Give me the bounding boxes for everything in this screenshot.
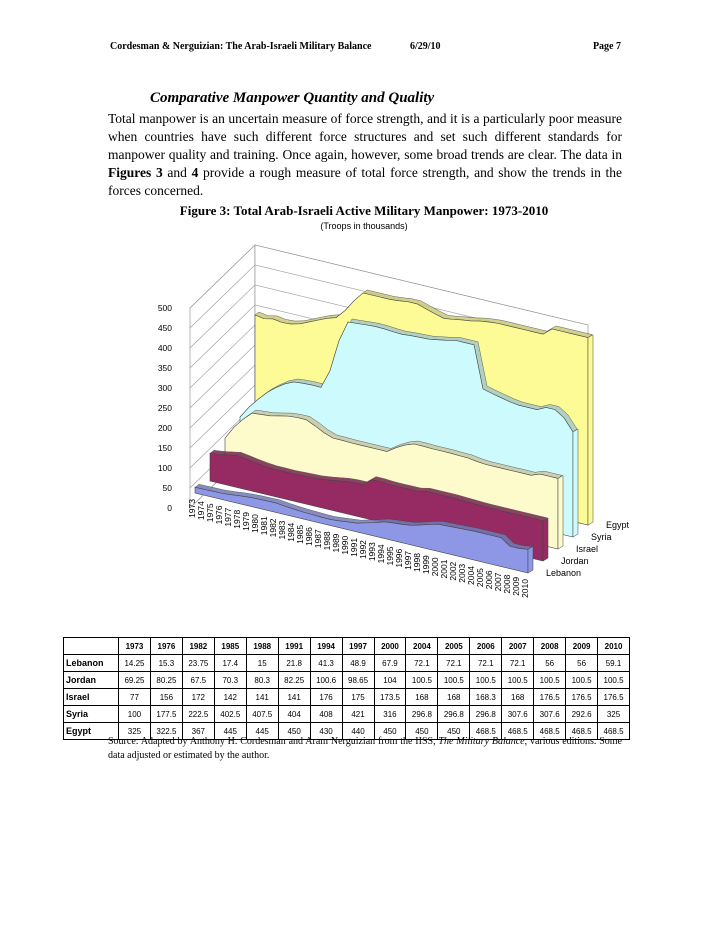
table-cell: 445 bbox=[246, 723, 278, 740]
data-table bbox=[63, 637, 630, 740]
table-cell: 100.6 bbox=[310, 672, 342, 689]
table-cell: 168.3 bbox=[470, 689, 502, 706]
x-tick-label: 1997 bbox=[403, 550, 413, 570]
x-tick-label: 1998 bbox=[412, 553, 422, 572]
table-cell: 72.1 bbox=[502, 655, 534, 672]
table-cell: 80.3 bbox=[246, 672, 278, 689]
table-year-cell: 1997 bbox=[342, 638, 374, 655]
x-tick-label: 2002 bbox=[448, 561, 458, 581]
legend-label-jordan: Jordan bbox=[561, 556, 589, 566]
table-cell: 100.5 bbox=[598, 672, 630, 689]
source-publication: The Military Balance bbox=[438, 736, 525, 747]
table-year-cell: 1985 bbox=[214, 638, 246, 655]
table-row-label: Israel bbox=[64, 689, 119, 706]
x-tick-label: 2008 bbox=[502, 574, 512, 594]
table-cell: 176.5 bbox=[534, 689, 566, 706]
y-tick-label: 100 bbox=[157, 463, 172, 473]
table-cell: 100.5 bbox=[438, 672, 470, 689]
x-tick-label: 2001 bbox=[439, 559, 449, 579]
x-tick-label: 1987 bbox=[313, 529, 323, 549]
table-cell: 69.25 bbox=[119, 672, 151, 689]
x-tick-label: 1978 bbox=[232, 509, 242, 529]
table-cell: 421 bbox=[342, 706, 374, 723]
table-cell: 67.5 bbox=[182, 672, 214, 689]
table-body bbox=[64, 655, 630, 740]
table-cell: 468.5 bbox=[470, 723, 502, 740]
table-cell: 23.75 bbox=[182, 655, 214, 672]
x-tick-label: 1985 bbox=[295, 524, 305, 544]
table-cell: 173.5 bbox=[374, 689, 406, 706]
y-tick-label: 0 bbox=[167, 503, 172, 513]
table-cell: 450 bbox=[438, 723, 470, 740]
table-cell: 430 bbox=[310, 723, 342, 740]
x-tick-label: 1994 bbox=[376, 544, 386, 564]
figure-subtitle: (Troops in thousands) bbox=[320, 221, 408, 231]
table-cell: 98.65 bbox=[342, 672, 374, 689]
table-cell: 67.9 bbox=[374, 655, 406, 672]
table-cell: 15 bbox=[246, 655, 278, 672]
header-date: 6/29/10 bbox=[410, 41, 441, 52]
table-cell: 70.3 bbox=[214, 672, 246, 689]
table-cell: 56 bbox=[566, 655, 598, 672]
x-tick-label: 1992 bbox=[358, 540, 368, 560]
table-cell: 141 bbox=[246, 689, 278, 706]
table-year-cell: 2006 bbox=[470, 638, 502, 655]
table-row-label: Syria bbox=[64, 706, 119, 723]
table-cell: 407.5 bbox=[246, 706, 278, 723]
table-cell: 450 bbox=[374, 723, 406, 740]
x-tick-label: 1996 bbox=[394, 548, 404, 568]
table-cell: 468.5 bbox=[566, 723, 598, 740]
legend-label-israel: Israel bbox=[576, 544, 599, 554]
table-cell: 156 bbox=[150, 689, 182, 706]
table-cell: 222.5 bbox=[182, 706, 214, 723]
x-tick-label: 1980 bbox=[250, 514, 260, 534]
series-end-israel bbox=[558, 475, 563, 549]
x-tick-label: 1995 bbox=[385, 546, 395, 566]
x-tick-label: 1989 bbox=[331, 533, 341, 553]
y-tick-label: 300 bbox=[157, 383, 172, 393]
table-cell: 80.25 bbox=[150, 672, 182, 689]
table-cell: 100 bbox=[119, 706, 151, 723]
section-heading: Comparative Manpower Quantity and Quality bbox=[150, 90, 435, 106]
table-cell: 168 bbox=[502, 689, 534, 706]
table-year-cell: 2007 bbox=[502, 638, 534, 655]
table-cell: 296.8 bbox=[406, 706, 438, 723]
table-cell: 141 bbox=[278, 689, 310, 706]
source-text-1: Source: Adapted by Anthony H. Cordesman and Aram Nerguizian from the IISS, bbox=[108, 736, 439, 747]
x-tick-label: 1979 bbox=[241, 511, 251, 531]
table-year-cell: 1982 bbox=[182, 638, 214, 655]
table-cell: 100.5 bbox=[470, 672, 502, 689]
table-cell: 41.3 bbox=[310, 655, 342, 672]
table-row-label: Lebanon bbox=[64, 655, 119, 672]
table-cell: 468.5 bbox=[534, 723, 566, 740]
legend-label-egypt: Egypt bbox=[606, 520, 630, 530]
y-tick-label: 400 bbox=[157, 343, 172, 353]
table-cell: 48.9 bbox=[342, 655, 374, 672]
table-cell: 168 bbox=[438, 689, 470, 706]
x-tick-label: 1993 bbox=[367, 542, 377, 562]
table-cell: 450 bbox=[278, 723, 310, 740]
table-cell: 292.6 bbox=[566, 706, 598, 723]
y-tick-label: 200 bbox=[157, 423, 172, 433]
table-cell: 404 bbox=[278, 706, 310, 723]
table-cell: 82.25 bbox=[278, 672, 310, 689]
para-bold-2: 4 bbox=[191, 165, 199, 180]
table-cell: 100.5 bbox=[406, 672, 438, 689]
table-cell: 14.25 bbox=[119, 655, 151, 672]
table-cell: 104 bbox=[374, 672, 406, 689]
body-paragraph bbox=[108, 110, 622, 200]
x-tick-label: 1984 bbox=[286, 522, 296, 542]
table-cell: 316 bbox=[374, 706, 406, 723]
x-tick-label: 2010 bbox=[520, 579, 530, 598]
x-tick-label: 1982 bbox=[268, 518, 278, 538]
table-cell: 408 bbox=[310, 706, 342, 723]
table-cell: 322.5 bbox=[150, 723, 182, 740]
table-cell: 440 bbox=[342, 723, 374, 740]
table-row bbox=[64, 655, 630, 672]
table-row-label: Egypt bbox=[64, 723, 119, 740]
table-year-cell: 2008 bbox=[534, 638, 566, 655]
para-text-2: and bbox=[162, 165, 192, 180]
table-year-cell: 2005 bbox=[438, 638, 470, 655]
manpower-3d-area-chart bbox=[0, 240, 728, 630]
table-cell: 367 bbox=[182, 723, 214, 740]
table-cell: 468.5 bbox=[598, 723, 630, 740]
table-cell: 176 bbox=[310, 689, 342, 706]
table-year-cell: 1988 bbox=[246, 638, 278, 655]
y-tick-label: 450 bbox=[157, 323, 172, 333]
x-tick-label: 1973 bbox=[187, 499, 197, 518]
para-text-3: provide a rough measure of total force strength, and show the trends in the forces concerned. bbox=[108, 165, 622, 198]
x-tick-label: 2007 bbox=[493, 572, 503, 592]
table-cell: 175 bbox=[342, 689, 374, 706]
x-tick-label: 1990 bbox=[340, 535, 350, 555]
x-tick-label: 1976 bbox=[214, 505, 224, 525]
table-cell: 72.1 bbox=[470, 655, 502, 672]
table-year-cell: 2010 bbox=[598, 638, 630, 655]
x-tick-label: 1988 bbox=[322, 531, 332, 551]
table-cell: 177.5 bbox=[150, 706, 182, 723]
table-year-cell: 1991 bbox=[278, 638, 310, 655]
table-cell: 100.5 bbox=[534, 672, 566, 689]
x-tick-label: 2005 bbox=[475, 568, 485, 588]
table-cell: 100.5 bbox=[502, 672, 534, 689]
header-page: Page 7 bbox=[592, 41, 621, 52]
legend-label-lebanon: Lebanon bbox=[546, 568, 582, 578]
table-cell: 142 bbox=[214, 689, 246, 706]
table-cell: 176.5 bbox=[566, 689, 598, 706]
series-end-egypt bbox=[588, 335, 593, 525]
table-cell: 176.5 bbox=[598, 689, 630, 706]
table-cell: 100.5 bbox=[566, 672, 598, 689]
y-tick-label: 350 bbox=[157, 363, 172, 373]
table-cell: 77 bbox=[119, 689, 151, 706]
header-title: Cordesman & Nerguizian: The Arab-Israeli Military Balance bbox=[110, 41, 372, 52]
table-cell: 307.6 bbox=[534, 706, 566, 723]
table-cell: 325 bbox=[598, 706, 630, 723]
table-year-cell: 1973 bbox=[119, 638, 151, 655]
x-tick-label: 1981 bbox=[259, 516, 269, 536]
x-tick-label: 2006 bbox=[484, 570, 494, 590]
para-text-1: Total manpower is an uncertain measure of force strength, and it is a particularly poor measure when countries have such different force structures and set such different standards for manpower quality and training. Once again, however, some broad trends are clear. The data in bbox=[108, 111, 622, 162]
table-cell: 445 bbox=[214, 723, 246, 740]
table-cell: 307.6 bbox=[502, 706, 534, 723]
table-year-cell: 2000 bbox=[374, 638, 406, 655]
table-year-cell: 1976 bbox=[150, 638, 182, 655]
x-tick-label: 2004 bbox=[466, 566, 476, 585]
table-year-cell: 2009 bbox=[566, 638, 598, 655]
figure-title: Figure 3: Total Arab-Israeli Active Military Manpower: 1973-2010 bbox=[179, 203, 549, 218]
table-cell: 72.1 bbox=[406, 655, 438, 672]
x-tick-label: 1977 bbox=[223, 507, 233, 527]
series-end-jordan bbox=[543, 518, 548, 561]
y-tick-label: 150 bbox=[157, 443, 172, 453]
table-cell: 17.4 bbox=[214, 655, 246, 672]
table-year-cell: 1994 bbox=[310, 638, 342, 655]
x-tick-label: 2000 bbox=[430, 557, 440, 577]
source-text-2: , various editions. Some data adjusted or estimated by the author. bbox=[108, 736, 622, 761]
y-tick-label: 50 bbox=[162, 483, 172, 493]
table-cell: 296.8 bbox=[438, 706, 470, 723]
table-cell: 296.8 bbox=[470, 706, 502, 723]
table-cell: 21.8 bbox=[278, 655, 310, 672]
table-cell: 15.3 bbox=[150, 655, 182, 672]
table-cell: 168 bbox=[406, 689, 438, 706]
x-tick-label: 1975 bbox=[205, 503, 215, 523]
table-cell: 468.5 bbox=[502, 723, 534, 740]
table-row-label: Jordan bbox=[64, 672, 119, 689]
table-corner-cell bbox=[64, 638, 119, 655]
series-end-syria bbox=[573, 429, 578, 537]
table-cell: 402.5 bbox=[214, 706, 246, 723]
table-cell: 172 bbox=[182, 689, 214, 706]
table-year-cell: 2004 bbox=[406, 638, 438, 655]
x-tick-label: 1974 bbox=[196, 501, 206, 521]
y-tick-label: 250 bbox=[157, 403, 172, 413]
x-tick-label: 1991 bbox=[349, 537, 359, 557]
legend-label-syria: Syria bbox=[591, 532, 612, 542]
table-row bbox=[64, 706, 630, 723]
x-tick-label: 2009 bbox=[511, 576, 521, 596]
table-cell: 450 bbox=[406, 723, 438, 740]
table-cell: 325 bbox=[119, 723, 151, 740]
y-tick-label: 500 bbox=[157, 303, 172, 313]
x-tick-label: 1983 bbox=[277, 520, 287, 540]
table-header-row bbox=[64, 638, 630, 655]
x-tick-label: 2003 bbox=[457, 563, 467, 583]
table-cell: 59.1 bbox=[598, 655, 630, 672]
x-tick-label: 1999 bbox=[421, 555, 431, 575]
para-bold-1: Figures 3 bbox=[108, 165, 163, 180]
table-cell: 56 bbox=[534, 655, 566, 672]
table-cell: 72.1 bbox=[438, 655, 470, 672]
table-row bbox=[64, 672, 630, 689]
table-row bbox=[64, 689, 630, 706]
series-end-lebanon bbox=[528, 546, 533, 573]
x-tick-label: 1986 bbox=[304, 527, 314, 547]
source-note bbox=[108, 735, 622, 763]
